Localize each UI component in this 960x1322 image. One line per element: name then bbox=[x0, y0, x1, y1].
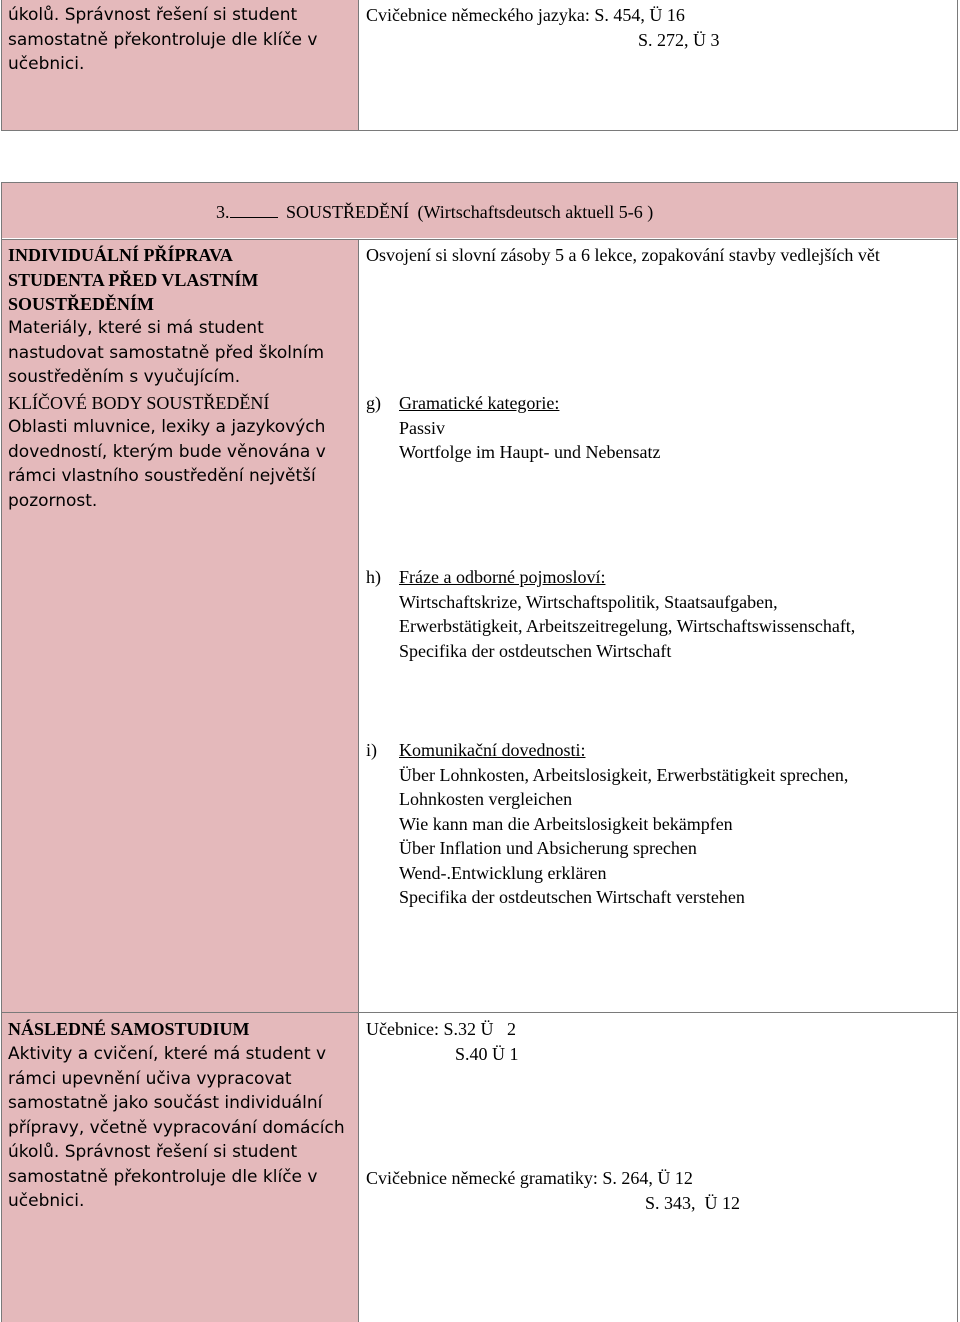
h-title: Fráze a odborné pojmosloví: bbox=[399, 567, 606, 587]
prep-heading-line1: INDIVIDUÁLNÍ PŘÍPRAVA bbox=[8, 245, 233, 265]
h-label: h) bbox=[366, 567, 381, 587]
i-item: Specifika der ostdeutschen Wirtschaft verstehen bbox=[399, 887, 745, 907]
i-item: Über Lohnkosten, Arbeitslosigkeit, Erwerbstätigkeit sprechen, bbox=[399, 764, 849, 785]
section-title: SOUSTŘEDĚNÍ bbox=[286, 202, 410, 222]
key-points-text: Oblasti mluvnice, lexiky a jazykových dovedností, kterým bude věnována v rámci vlastního soustředění největší pozornost. bbox=[8, 417, 332, 511]
i-item: Wie kann man die Arbeitslosigkeit bekämpfen bbox=[399, 813, 733, 834]
i-item: Wend-.Entwicklung erklären bbox=[399, 862, 607, 883]
g-label: g) bbox=[366, 393, 381, 413]
i-item: Lohnkosten vergleichen bbox=[399, 789, 573, 809]
h-item: Specifika der ostdeutschen Wirtschaft bbox=[399, 640, 672, 661]
section-title-line bbox=[216, 199, 776, 225]
textbook-line1: Učebnice: S.32 Ü 2 bbox=[366, 1019, 516, 1039]
top-right-line2: S. 272, Ü 3 bbox=[638, 30, 720, 50]
prep-heading-line3: SOUSTŘEDĚNÍM bbox=[8, 294, 155, 314]
prep-heading-line2: STUDENTA PŘED VLASTNÍM bbox=[8, 269, 259, 290]
top-right-line1: Cvičebnice německého jazyka: S. 454, Ü 16 bbox=[366, 5, 685, 25]
i-title: Komunikační dovednosti: bbox=[399, 740, 586, 760]
h-item: Wirtschaftskrize, Wirtschaftspolitik, Staatsaufgaben, bbox=[399, 591, 778, 612]
key-points-heading: KLÍČOVÉ BODY SOUSTŘEDĚNÍ bbox=[8, 393, 270, 413]
prep-heading bbox=[8, 243, 353, 317]
grammar-line1: Cvičebnice německé gramatiky: S. 264, Ü 12 bbox=[366, 1168, 693, 1188]
section-subtitle: (Wirtschaftsdeutsch aktuell 5-6 ) bbox=[417, 202, 654, 222]
section-h bbox=[366, 565, 956, 663]
grammar-line2: S. 343, Ü 12 bbox=[645, 1193, 741, 1213]
content-intro: Osvojení si slovní zásoby 5 a 6 lekce, zopakování stavby vedlejších vět bbox=[366, 245, 880, 265]
section-number: 3. bbox=[216, 202, 230, 222]
g-title: Gramatické kategorie: bbox=[399, 393, 560, 413]
textbook-line2: S.40 Ü 1 bbox=[455, 1044, 519, 1064]
i-item: Über Inflation und Absicherung sprechen bbox=[399, 838, 697, 858]
section-i bbox=[366, 738, 956, 910]
prep-text: Materiály, které si má student nastudovat samostatně před školním soustředěním s vyučujícím. bbox=[8, 318, 330, 387]
followup-text: Aktivity a cvičení, které má student v rámci upevnění učiva vypracovat samostatně jako součást individuální přípravy, včetně vypracování domácích úkolů. Správnost řešení si student samostatně překontroluje dle klíče v učebnici. bbox=[8, 1044, 351, 1211]
g-item: Wortfolge im Haupt- und Nebensatz bbox=[399, 442, 661, 462]
followup-heading: NÁSLEDNÉ SAMOSTUDIUM bbox=[8, 1019, 250, 1039]
i-label: i) bbox=[366, 740, 377, 760]
top-left-text: úkolů. Správnost řešení si student samostatně překontroluje dle klíče v učebnici. bbox=[8, 5, 323, 74]
g-item: Passiv bbox=[399, 417, 446, 438]
h-item: Erwerbstätigkeit, Arbeitszeitregelung, Wirtschaftswissenschaft, bbox=[399, 616, 856, 636]
section-g bbox=[366, 391, 954, 465]
